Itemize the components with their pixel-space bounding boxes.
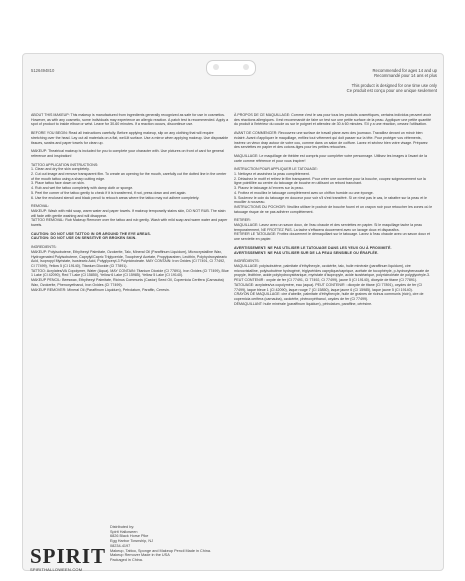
- single-use-note-en: This product is designed for one time use only: [351, 83, 437, 88]
- spirit-website: SPIRITHALLOWEEN.COM: [30, 567, 83, 572]
- instructions-tatouage-paragraph: INSTRUCTION POUR APPLIQUER LE TATOUAGE: 1. Nettoyez et asséchez la peau complètement. 2. Détachez le motif et retirez le film transparent. Pour créer une ouverture pour la bouche, coupez soigneusement sur la ligne pointillée au centre du tatouage de bouche en utilisant un rebord tranchant. 3. Placez le tatouage à l'envers sur la peau. 4. Frottez et mouillez le tatouage complètement avec un chiffon humide ou une éponge. 5. Soulevez le coin du tatouage en douceur pour voir s'il s'est transféré. Si ce n'est pas le cas, le rabattre sur la peau et le mouiller à nouveau. INSTRUCTIONS DU POCHOIR: Veuillez utiliser le pochoir de bouche fourni et un crayon noir pour retoucher les zones où le tatouage risque de ne pas adhérer complètement.: [234, 167, 433, 214]
- avertissement-paragraph: AVERTISSEMENT: NE PAS UTILISER LE TATOUAGE DANS LES YEUX OU À PROXIMITÉ. AVERTISSEMENT: NE PAS UTILISER SUR DE LA PEAU SENSIBLE OU ÉRAFLÉE.: [234, 245, 392, 255]
- distributor-line: Makeup, Tattoo, Sponge and Makeup Pencil Made in China.: [110, 548, 212, 553]
- about-makeup-paragraph: ABOUT THIS MAKEUP: This makeup is manufactured from ingredients generally recognized as safe for use in cosmetics. However, as with any cosmetic, some individuals may experience an allergic reaction. A patch test is recommended. Apply a spot of product to inside elbow or wrist. Leave for 30-60 minutes. If a reaction occurs, discontinue use.: [31, 113, 229, 127]
- makeup-paragraph: MAKEUP: Theatrical makeup is included for you to complete your character with. Use pictures on front of card for general reference and inspiration!: [31, 149, 224, 158]
- distributor-line: Packaged in China.: [110, 557, 143, 562]
- french-instructions: [234, 113, 434, 310]
- avant-de-commencer-paragraph: AVANT DE COMMENCER: Recouvrez une surface de travail plane avec des journaux. Travaillez devant un miroir bien éclairé. Avant d'appliquer le maquillage, enfilez tout vêtement qui doit passer sur la tête. Pour protéger vos vêtements, insérez un vieux drap autour de votre cou, comme dans un salon de coiffure. Lavez et séchez bien votre visage. Préparez des serviettes en papier et des cotons-tiges pour les petites retouches.: [234, 131, 428, 150]
- distributor-line: Spirit Halloween: [110, 529, 138, 534]
- distributor-line: Distributed by:: [110, 525, 135, 529]
- distributor-line: 6826 Black Horse Pike: [110, 534, 149, 539]
- distributor-info: [110, 525, 210, 563]
- tattoo-instructions-paragraph: TATTOO APPLICATION INSTRUCTIONS: 1. Clean and dry the skin completely. 2. Cut out image and remove transparent film. To create an opening for the mouth, carefully cut the dotted line in the center of the mouth tattoo using a sharp cutting edge. 3. Place tattoo face down on skin. 4. Rub and wet the tattoo completely with damp cloth or sponge. 5. Peel the corner of the tattoo gently to check if it is transferred, if not, press down and wet again. 6. Use the enclosed stencil and black pencil to retouch areas where the tattoo may not adhere completely.: [31, 162, 227, 200]
- a-propos-paragraph: À PROPOS DE CE MAQUILLAGE: Comme c'est le cas pour tous les produits cosmétiques, certains individus peuvent avoir des réactions allergiques. Il est recommandé de faire un test sur une petite surface de la peau. Appliquer une petite quantité du produit à l'intérieur du coude ou sur le poignet et attendez de 30 à 60 minutes. S'il y a une réaction, cessez l'utilisation.: [234, 113, 432, 127]
- caution-paragraph: CAUTION: DO NOT USE TATTOO IN OR AROUND THE EYE AREAS. CAUTION: DO NOT USE ON SENSITIVE OR BROKEN SKIN.: [31, 231, 151, 241]
- english-instructions: [31, 113, 229, 296]
- distributor-line: 08234-4197: [110, 543, 131, 548]
- distributor-line: Makeup Remover Made in the USA: [110, 553, 170, 558]
- age-recommendation: [317, 68, 437, 93]
- age-note-en: Recommended for ages 14 and up: [372, 68, 437, 73]
- removal-paragraph: REMOVAL: MAKEUP: Wash with mild soap, warm water and paper towels. If makeup temporarily stains skin, DO NOT RUB. The stain will fade with gentle washing and will disappear. TATTOO REMOVAL: Rub Makeup Remover over the tattoo and rub gently. Wash with mild soap and warm water and paper towels.: [31, 204, 228, 228]
- before-you-begin-paragraph: BEFORE YOU BEGIN: Read all instructions carefully. Before applying makeup, slip on any clothing that will require stretching over the head. Lay out all materials on a flat, well-lit surface. Use a mirror when applying makeup. Use disposable tissues, swabs and paper towels for clean up.: [31, 131, 229, 145]
- ingredients-fr-paragraph: INGRÉDIENTS: MAQUILLAGE: polyisobutène, palmitate d'éthylhexyle, ozokérite, talc, huile minérale (paraffinum liquidum), cire microcristalline, polyisobutène hydrogéné, triglycérides caprylique/caprique, acétate de tocophéryle, p-hydroxybenzoate de propyle, lécithine, acide polyhydroxystéarique, myristate d'isopropyle, acide isostéarique, polyricinoléate de polyglycéryle-3. PEUT CONTENIR : oxyde de fer (CI 77491, CI 77492, CI 77499), jaune 5 (CI 19140), dioxyde de titane (CI 77891). TATOUAGE: acrylates/va copolymère, eau (aqua). PEUT CONTENIR : dioxyde de titane (CI 77891), oxydes de fer (CI 77499), laque bleue 1 (CI 42090), laque rouge 7 (CI 15850), laque jaune 6 (CI 15985), laque jaune 5 (CI 19140). CRAYON DE MAQUILLAGE: cire d'abeille, palmitate d'éthylhexyle, huile de graines de ricinus communis (ricin), cire de copernicia cerifera (carnauba), ozokérite, phénoxyéthanol, oxydes de fer (CI 77499). DÉMAQUILLANT: huile minérale (paraffinum liquidum), pétrolatum, paraffine, cérésine.: [234, 259, 431, 306]
- maquillage-paragraph: MAQUILLAGE: Le maquillage de théâtre est compris pour compléter votre personnage. Utilisez les images à l'avant de la carte comme référence et pour vous inspirer!: [234, 153, 428, 163]
- single-use-note-fr: Ce produit est conçu pour une unique seulement: [346, 88, 437, 93]
- retirer-paragraph: RETIRER: MAQUILLAGE: Lavez avec un savon doux, de l'eau chaude et des serviettes en papier. Si le maquillage tache la peau temporairement, NE FROTTEZ PAS. La tache s'effacera doucement avec un lavage doux et disparaîtra. RETIRER LE TATOUAGE: Frottez doucement le démaquillant sur le tatouage. Lavez à l'eau chaude avec un savon doux et une serviette en papier.: [234, 218, 430, 242]
- age-note-fr: Recommandé pour 14 ans et plus: [374, 73, 437, 78]
- spirit-logo-word: SPIRIT: [30, 544, 107, 568]
- sku-code: 5126494810: [31, 68, 55, 73]
- spirit-logo: [30, 544, 107, 572]
- distributor-line: Egg Harbor Township, NJ: [110, 539, 153, 544]
- hang-tab: [206, 60, 256, 76]
- ingredients-paragraph: INGREDIENTS: MAKEUP: Polyisobutene, Ethylhexyl Palmitate, Ozokerite, Talc, Mineral Oil (Paraffinum Liquidum), Microcrystalline Wax, Hydrogenated Polyisobutene, Caprylyl/Capric Triglyceride, Tocopheryl Acetate, Propylparaben, Lecithin, Polyhydroxystearic Acid, Isopropyl Myristate, Isostearic Acid, Polyglyceryl-3 Polyricinoleate. MAY CONTAIN: Iron Oxides (CI 77491, CI 77492, CI 77499), Yellow 5 (CI 19140), Titanium Dioxide (CI 77891). TATTOO: Acrylates/VA Copolymer, Water (Aqua). MAY CONTAIN: Titanium Dioxide (CI 77891), Iron Oxides (CI 77499), Blue 1 Lake (CI 42090), Red 7 Lake (CI 15850), Yellow 6 Lake (CI 15985), Yellow 5 Lake (CI 19140). MAKEUP PENCIL: Beeswax, Ethylhexyl Palmitate, Ricinus Communis (Castor) Seed Oil, Copernicia Cerifera (Carnauba) Wax, Ozokerite, Phenoxyethanol, Iron Oxides (CI 77499). MAKEUP REMOVER: Mineral Oil (Paraffinum Liquidum), Petrolatum, Paraffin, Ceresin.: [31, 245, 229, 292]
